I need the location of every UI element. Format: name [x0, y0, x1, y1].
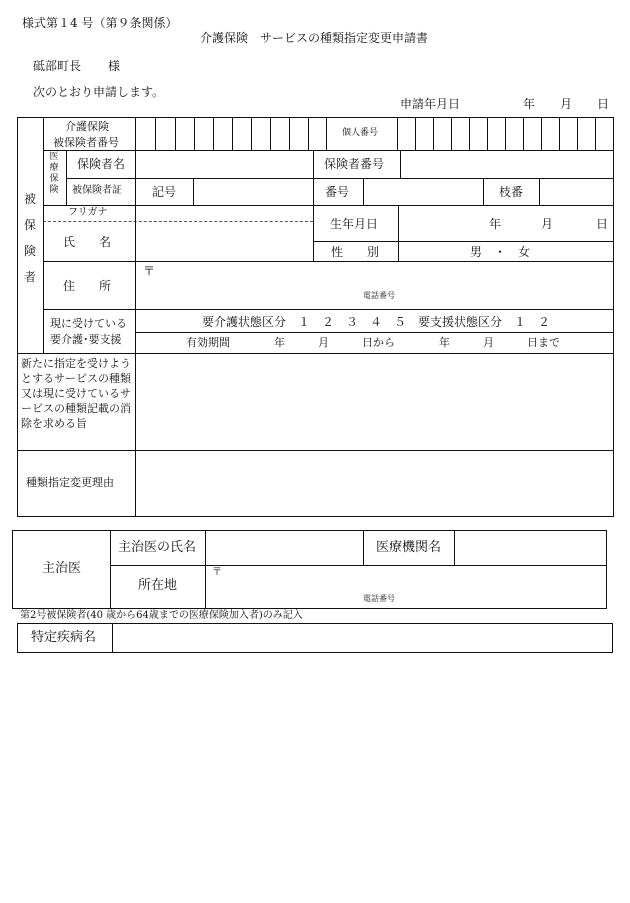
doctor-phone-label: 電話番号 [363, 594, 395, 603]
date-year[interactable]: 年 [523, 97, 536, 111]
reason-label: 種類指定変更理由 [26, 476, 114, 489]
institution-label: 医療機関名 [376, 540, 442, 555]
birth-year[interactable]: 年 [489, 217, 502, 231]
intro-text: 次のとおり申請します。 [33, 85, 165, 99]
current-cert-label-2: 要介護･要支援 [50, 333, 122, 346]
medical-insurance-label: 医 療 保 険 [49, 152, 59, 195]
valid-period[interactable]: 有効期間 年 月 日から 年 月 日まで [186, 336, 560, 349]
current-cert-label-1: 現に受けている [50, 317, 127, 330]
location-label: 所在地 [138, 578, 178, 593]
honorific: 様 [108, 59, 121, 73]
name-label: 氏 名 [63, 235, 112, 249]
symbol-label: 記号 [152, 185, 177, 199]
insured-card-label: 被保険者証 [72, 185, 122, 196]
date-day[interactable]: 日 [597, 97, 610, 111]
secondary-note: 第2号被保険者(40 歳から64歳までの医療保険加入者)のみ記入 [20, 610, 303, 621]
phone-label: 電話番号 [363, 291, 395, 300]
number-label: 番号 [325, 185, 350, 199]
sex-options[interactable]: 男 ・ 女 [470, 245, 531, 259]
birthdate-label: 生年月日 [330, 217, 379, 231]
birth-month[interactable]: 月 [541, 217, 554, 231]
doctor-section-label: 主治医 [42, 561, 82, 576]
form-number: 様式第１4 号（第９条関係） [22, 16, 178, 30]
branch-label: 枝番 [499, 185, 524, 199]
address-label: 住 所 [63, 279, 112, 293]
form-title: 介護保険 サービスの種類指定変更申請書 [200, 31, 429, 45]
care-level-options[interactable]: 要介護状態区分 １ ２ ３ ４ ５ 要支援状態区分 １ ２ [202, 315, 551, 329]
birth-day[interactable]: 日 [596, 217, 609, 231]
insured-number-label-1: 介護保険 [65, 120, 109, 133]
date-month[interactable]: 月 [560, 97, 573, 111]
furigana-label: フリガナ [68, 207, 108, 218]
postal-mark: 〒 [143, 264, 156, 278]
insured-section-label: 被 保 険 者 [23, 192, 36, 284]
insurer-number-label: 保険者番号 [324, 157, 385, 171]
application-date-label: 申請年月日 [400, 97, 461, 111]
service-change-label: 新たに指定を受けようとするサービスの種類又は現に受けているサービスの種類記載の消除を求める旨 [21, 357, 131, 430]
doctor-postal-mark: 〒 [212, 567, 222, 578]
sex-label: 性 別 [331, 245, 380, 259]
individual-number-label: 個人番号 [342, 128, 379, 138]
doctor-name-label: 主治医の氏名 [118, 540, 197, 555]
insured-number-label-2: 被保険者番号 [53, 136, 119, 149]
addressee: 砥部町長 [33, 59, 82, 73]
insurer-name-label: 保険者名 [77, 157, 126, 171]
disease-label: 特定疾病名 [31, 630, 97, 645]
